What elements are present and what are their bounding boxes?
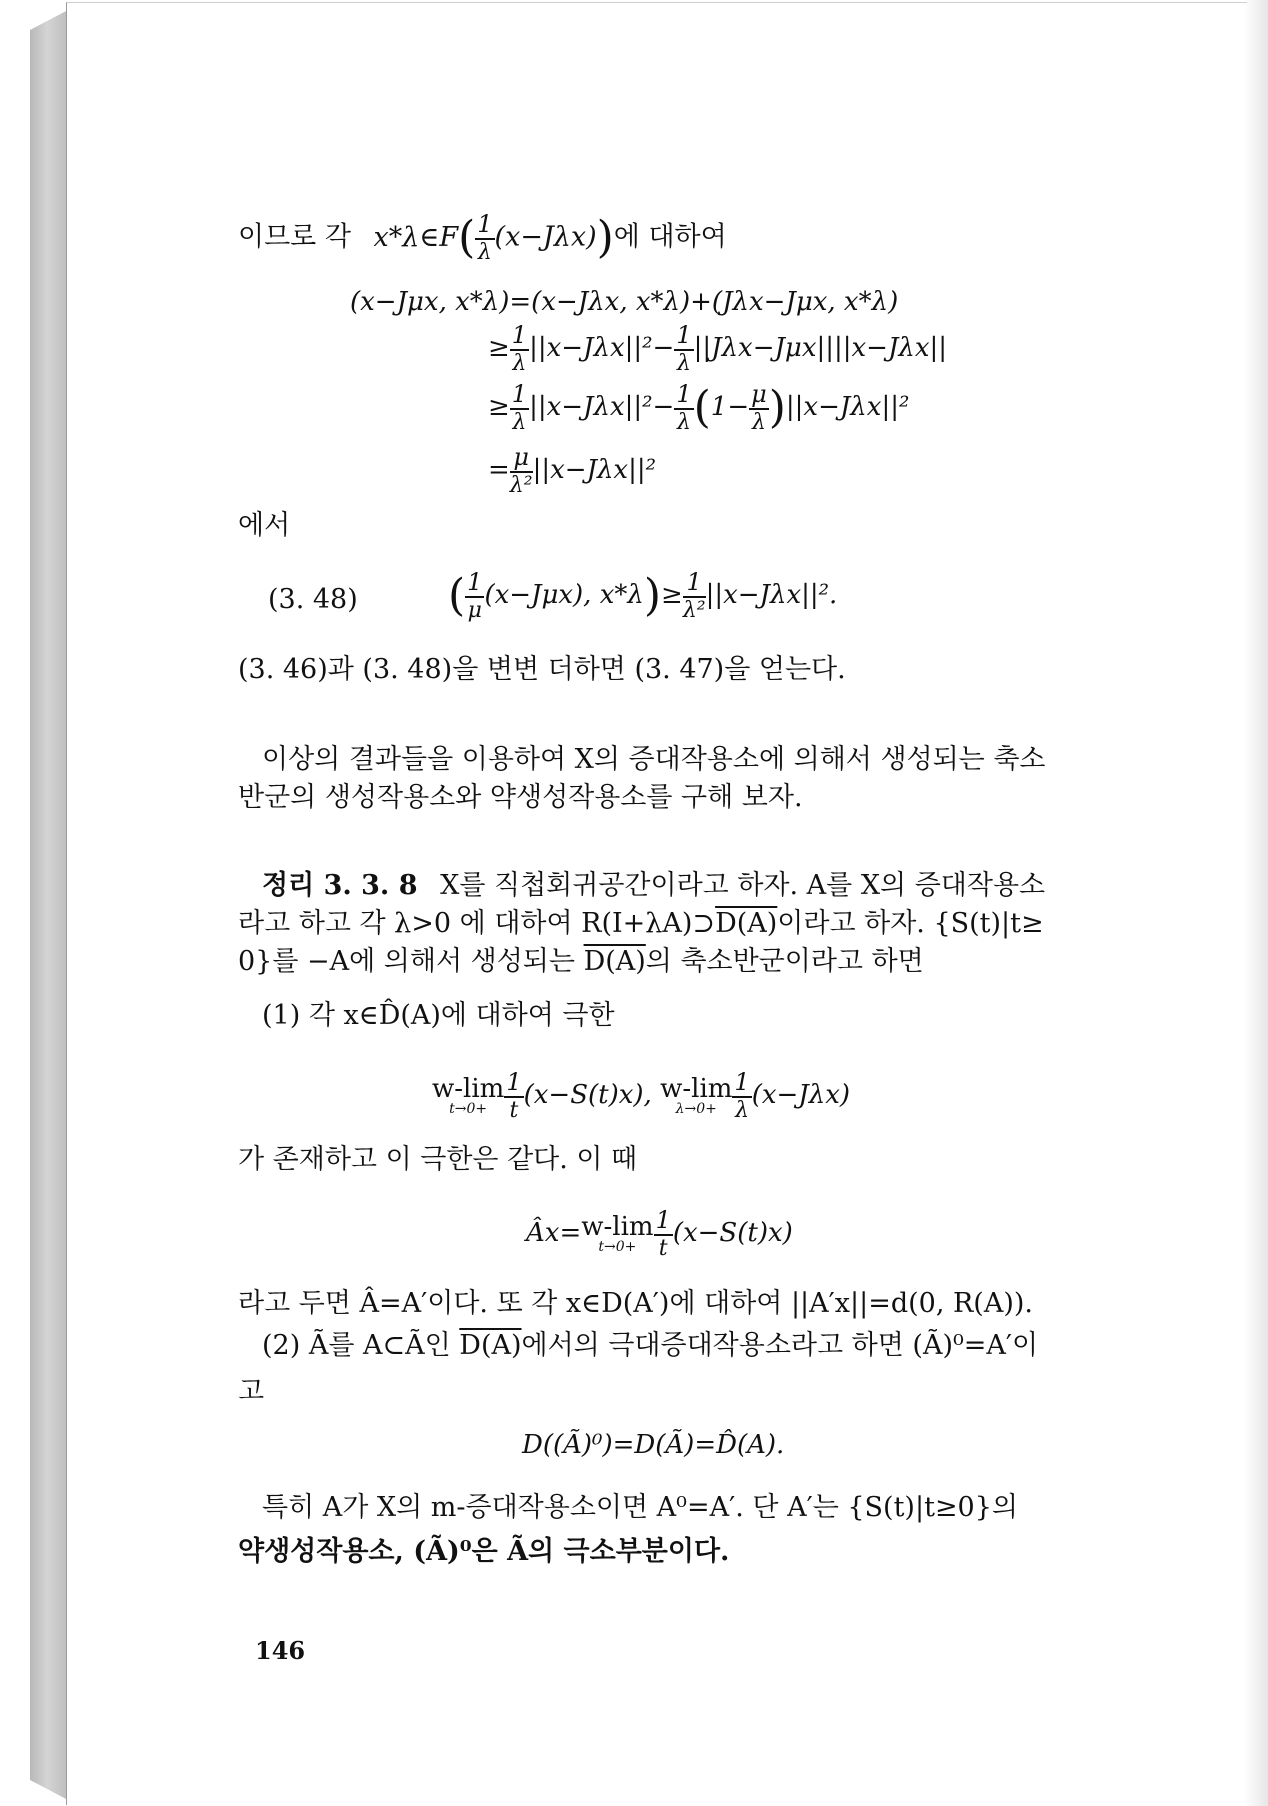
equation-label-3-48: (3. 48) bbox=[268, 584, 358, 615]
page-shadow bbox=[1244, 0, 1268, 1806]
intro-prefix: 이므로 각 bbox=[238, 221, 351, 253]
derivation-line-2: ≥ $\frac{1}{\lambda}$ ||x−Jλx||²− $\frac{1}{\lambda}$ ||Jλx−Jμx||||x−Jλx|| bbox=[488, 321, 948, 376]
theorem-line-1 bbox=[262, 868, 1045, 904]
intro-suffix: 에 대하여 bbox=[613, 221, 727, 253]
intro-fraction: $\frac{1}{\lambda}$ bbox=[477, 210, 493, 265]
ahat-equation: Âx= w-lim t→0+ $\frac{1}{t}$ (x−S(t)x) bbox=[526, 1206, 793, 1261]
theorem-line-2: 라고 하고 각 λ>0 에 대하여 R(I+λA)⊃D(A)이라고 하자. {S(t)|t≥ bbox=[238, 908, 1044, 939]
theorem-exist-line: 가 존재하고 이 극한은 같다. 이 때 bbox=[238, 1144, 638, 1175]
paragraph-line-1: 이상의 결과들을 이용하여 X의 증대작용소에 의해서 생성되는 축소 bbox=[262, 744, 1046, 775]
derivation-line-3: ≥ $\frac{1}{\lambda}$ ||x−Jλx||²− $\frac{1}{\lambda}$ (1− $\frac{\mu}{\lambda}$ )||x−Jλx||² bbox=[488, 380, 910, 435]
derivation-line-4: = $\frac{\mu}{\text{λ²}}$ ||x−Jλx||² bbox=[488, 443, 657, 498]
equation-3-48: ( $\frac{1}{\mu}$ (x−Jμx), x*λ)≥ $\frac{1}{\text{λ²}}$ ||x−Jλx||². bbox=[448, 568, 838, 623]
eseo-text: 에서 bbox=[238, 510, 291, 541]
paragraph-line-2: 반군의 생성작용소와 약생성작용소를 구해 보자. bbox=[238, 782, 803, 813]
intro-line: 이므로 각 x*λ∈F( $\frac{1}{\lambda}$ (x−Jλx))에 대하여 bbox=[238, 210, 727, 265]
theorem-ahat-line: 라고 두면 Â=A′이다. 또 각 x∈D(A′)에 대하여 ||A′x||=d(0, R(A)). bbox=[238, 1288, 1033, 1319]
special-line-2: 약생성작용소, (Ã)⁰은 Ã의 극소부분이다. bbox=[238, 1536, 730, 1567]
domain-equation: D((Ã)⁰)=D(Ã)=D̂(A). bbox=[522, 1430, 785, 1460]
intro-var: x*λ∈F bbox=[373, 221, 459, 253]
theorem-line-3: 0}를 −A에 의해서 생성되는 D(A)의 축소반군이라고 하면 bbox=[238, 946, 924, 977]
page-number: 146 bbox=[255, 1636, 306, 1665]
intro-inner: (x−Jλx) bbox=[494, 221, 597, 253]
theorem-item-1: (1) 각 x∈D̂(A)에 대하여 극한 bbox=[262, 1000, 615, 1031]
limit-expressions: w-lim t→0+ $\frac{1}{t}$ (x−S(t)x), w-lim λ→0+ $\frac{1}{\lambda}$ (x−Jλx) bbox=[432, 1068, 851, 1123]
theorem-item-2-cont: 고 bbox=[238, 1376, 265, 1407]
combine-sentence: (3. 46)과 (3. 48)을 변변 더하면 (3. 47)을 얻는다. bbox=[238, 654, 846, 685]
theorem-text-1: X를 직첩회귀공간이라고 하자. A를 X의 증대작용소 bbox=[440, 870, 1046, 901]
theorem-item-2: (2) Ã를 A⊂Ã인 D(A)에서의 극대증대작용소라고 하면 (Ã)⁰=A′이 bbox=[262, 1330, 1039, 1361]
special-line-1: 특히 A가 X의 m-증대작용소이면 A⁰=A′. 단 A′는 {S(t)|t≥0}의 bbox=[262, 1492, 1018, 1523]
book-edge bbox=[30, 10, 68, 1800]
derivation-line-1: (x−Jμx, x*λ)=(x−Jλx, x*λ)+(Jλx−Jμx, x*λ) bbox=[350, 287, 899, 317]
theorem-title: 정리 3. 3. 8 bbox=[262, 870, 418, 901]
